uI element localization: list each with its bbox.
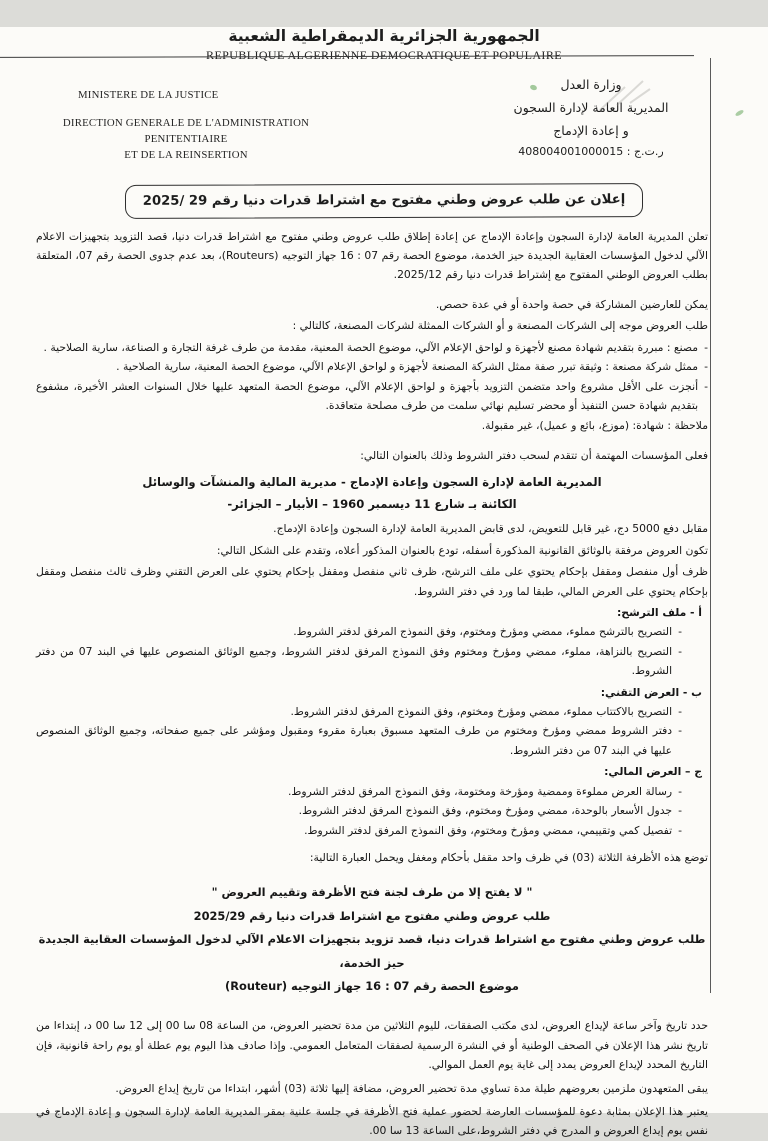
list-item: - أنجزت على الأقل مشروع واحد متضمن التزويد بأجهزة و لواحق الإعلام الآلي، موضوع الحصة المتعهد عليها خلال السنوات العشر الأخيرة، مشفوع بتقديم شهادة حسن التنفيذ أو محضر تسليم نهائي سلمت من طرف مصلحة متعاقدة. — [36, 377, 708, 416]
direction-name-arabic-line1: المديرية العامة لإدارة السجون — [513, 100, 669, 116]
dash-bullet: - — [678, 823, 682, 837]
list-item: - مصنع : مبررة بتقديم شهادة مصنع لأجهزة و لواحق الإعلام الآلي، موضوع الحصة المعنية، مقدمة من طرف غرفة التجارة و الصناعة، سارية الصلاحية . — [36, 338, 708, 357]
addressees-line: طلب العروض موجه إلى الشركات المصنعة و أو الشركات الممثلة لشركات المصنعة، كالتالي : — [292, 319, 708, 333]
issuer-block-french — [36, 73, 336, 164]
section-title-technical: ب - العرض التقني: — [600, 685, 702, 699]
scan-right-border-line — [710, 58, 711, 993]
document-body — [0, 218, 768, 1141]
withdrawal-intro: فعلى المؤسسات المهتمة أن تتقدم لسحب دفتر الشروط وذلك بالعنوان التالي: — [360, 448, 708, 462]
tender-title-text: إعلان عن طلب عروض وطني مفتوح مع اشتراط قدرات دنيا رقم 29 /2025 — [142, 191, 626, 209]
dash-bullet: - — [678, 644, 682, 658]
fee-line: مقابل دفع 5000 دج، غير قابل للتعويض، لدى قابض المديرية العامة لإدارة السجون وإعادة الإدماج. — [273, 522, 708, 536]
offers-intro-2: ظرف أول منفصل ومقفل بإحكام يحتوي على ملف الترشح، ظرف ثاني منفصل ومقفل بإحكام يحتوي على العرض التقني وظرف ثالث منفصل ومقفل بإحكام يحتوي على العرض المالي، طبقا لما ورد في دفتر الشروط. — [36, 565, 708, 598]
republic-title-french: REPUBLIQUE ALGERIENNE DEMOCRATIQUE ET POPULAIRE — [206, 48, 562, 62]
candidacy-file-list — [36, 622, 708, 680]
dash-bullet: - — [678, 784, 682, 798]
envelope-line: موضوع الحصة رقم 07 : 16 جهاز التوجيه (Routeur) — [225, 978, 519, 993]
pencil-scribble-mark — [595, 75, 655, 115]
list-item: - تفصيل كمي وتقييمي، ممضي ومؤرخ ومختوم، وفق النموذج المرفق لدفتر الشروط. — [36, 821, 708, 840]
dash-bullet: - — [678, 804, 682, 818]
list-item: - رسالة العرض مملوءة وممضية ومؤرخة ومختومة، وفق النموذج المرفق لدفتر الشروط. — [36, 782, 708, 801]
trade-registry-number: ر.ت.ج : 408004001000015 — [518, 145, 664, 159]
list-item: - دفتر الشروط ممضي ومؤرخ ومختوم من طرف المتعهد مسبوق بعبارة مقروء ومقبول ومؤشر على جميع صفحاته، وجميع الوثائق المنصوص عليها في البند 07 من دفتر الشروط. — [36, 721, 708, 760]
withdrawal-address — [36, 471, 708, 515]
offers-intro-1: تكون العروض مرفقة بالوثائق القانونية المذكورة أسفله، تودع بالعنوان المذكور أعلاه، وتقدم على الشكل التالي: — [216, 543, 708, 557]
section-title-candidacy: أ - ملف الترشح: — [616, 605, 702, 619]
section-title-financial: ج – العرض المالي: — [604, 765, 702, 779]
intro-paragraph: تعلن المديرية العامة لإدارة السجون وإعادة الإدماج عن إعادة إطلاق طلب عروض وطني مفتوح مع اشتراط قدرات دنيا، قصد التزويد بتجهيزات الاعلام الآلي لدخول المؤسسات العقابية الجديدة حيز الخدمة، موضوع الحصة رقم 07 : 16 جهاز التوجيه (Routeurs)، بعد عدم جدوى الحصة رقم 07، المتعلقة بطلب العروض الوطني المفتوح مع إشتراط قدرات دنيا رقم 2025/12. — [36, 229, 708, 282]
closing-paragraphs — [36, 1016, 708, 1141]
dash-bullet: - — [704, 360, 708, 374]
envelope-instruction: توضع هذه الأظرفة الثلاثة (03) في ظرف واحد مقفل بأحكام ومغفل ويحمل العبارة التالية: — [309, 850, 708, 864]
list-item: - التصريح بالاكتتاب مملوء، ممضي ومؤرخ ومختوم، وفق النموذج المرفق لدفتر الشروط. — [36, 702, 708, 721]
direction-name-arabic-line2: و إعادة الإدماج — [553, 123, 629, 139]
dash-bullet: - — [704, 379, 708, 393]
direction-name-french-line1: DIRECTION GENERALE DE L'ADMINISTRATION PENITENTIAIRE — [62, 117, 310, 146]
dash-bullet: - — [678, 625, 682, 639]
tender-announcement-title-box — [125, 183, 643, 219]
envelope-inscription-block — [36, 881, 708, 998]
dash-bullet: - — [704, 340, 708, 354]
certificate-note: ملاحظة : شهادة: (موزع، بائع و عميل)، غير مقبولة. — [481, 419, 708, 433]
dash-bullet: - — [678, 724, 682, 738]
address-line: الكائنة بـ شارع 11 ديسمبر 1960 – الأبيار – الجزائر- — [227, 497, 517, 512]
deadline-paragraph: حدد تاريخ وآخر ساعة لإيداع العروض، لدى مكتب الصفقات، لليوم الثلاثين من مدة تحضير العروض، من الساعة 08 سا 00 إلى 12 سا 00 د، إبتداءا من تاريخ نشر هذا الإعلان في الصحف الوطنية أو في النشرة الرسمية لصفقات المتعامل العمومي. وإذا صادف هذا اليوم يوم عطلة أو يوم راحة قانونية، فإن التاريخ المحدد لإيداع العروض يمدد إلى غاية يوم العمل الموالي. — [36, 1019, 709, 1072]
financial-offer-list — [36, 782, 708, 840]
scanned-tender-document — [0, 27, 768, 1138]
envelope-line: طلب عروض وطني مفتوح مع اشتراط قدرات دنيا رقم 2025/29 — [193, 908, 551, 923]
envelope-line: " لا يفتح إلا من طرف لجنة فتح الأظرفة وتقييم العروض " — [211, 885, 533, 900]
participation-note: يمكن للعارضين المشاركة في حصة واحدة أو في عدة حصص. — [435, 297, 708, 311]
envelope-line: طلب عروض وطني مفتوح مع اشتراط قدرات دنيا، قصد تزويد بتجهيزات الاعلام الآلي لدخول المؤسسات العقابية الجديدة حيز الخدمة، — [38, 932, 706, 970]
republic-title-arabic: الجمهورية الجزائرية الديمقراطية الشعبية — [228, 27, 540, 45]
issuer-block-arabic — [476, 73, 706, 164]
direction-name-french-line2: ET DE LA REINSERTION — [124, 149, 248, 162]
ministry-name-french: MINISTERE DE LA JUSTICE — [78, 89, 219, 101]
list-item: - التصريح بالترشح مملوء، ممضي ومؤرخ ومختوم، وفق النموذج المرفق لدفتر الشروط. — [36, 622, 708, 641]
eligibility-list — [36, 338, 708, 416]
technical-offer-list — [36, 702, 708, 760]
address-line: المديرية العامة لإدارة السجون وإعادة الإدماج - مديرية المالية والمنشآت والوسائل — [142, 475, 602, 490]
ministry-name-arabic: وزارة العدل — [560, 77, 622, 92]
opening-session-paragraph: يعتبر هذا الإعلان بمثابة دعوة للمؤسسات العارضة لحضور عملية فتح الأظرفة في جلسة علنية بمقر المديرية العامة لإدارة السجون و إعادة الإدماج في نفس يوم إيداع العروض و المدرج في دفتر الشروط،على الساعة 13 سا 00. — [36, 1104, 708, 1138]
dash-bullet: - — [678, 705, 682, 719]
validity-paragraph: يبقى المتعهدون ملزمين بعروضهم طيلة مدة تساوي مدة تحضير العروض، مضافة إليها ثلاثة (03) أشهر، ابتداءا من تاريخ إيداع العروض. — [115, 1081, 708, 1095]
list-item: - جدول الأسعار بالوحدة، ممضي ومؤرخ ومختوم، وفق النموذج المرفق لدفتر الشروط. — [36, 801, 708, 820]
list-item: - ممثل شركة مصنعة : وثيقة تبرر صفة ممثل الشركة المصنعة لأجهزة و لواحق الإعلام الآلي، موضوع الحصة المعنية، سارية الصلاحية . — [36, 357, 708, 376]
list-item: - التصريح بالنزاهة، مملوء، ممضي ومؤرخ ومختوم وفق النموذج المرفق لدفتر الشروط، وجميع الوثائق المنصوص عليها في البند 07 من دفتر الشروط. — [36, 642, 708, 681]
